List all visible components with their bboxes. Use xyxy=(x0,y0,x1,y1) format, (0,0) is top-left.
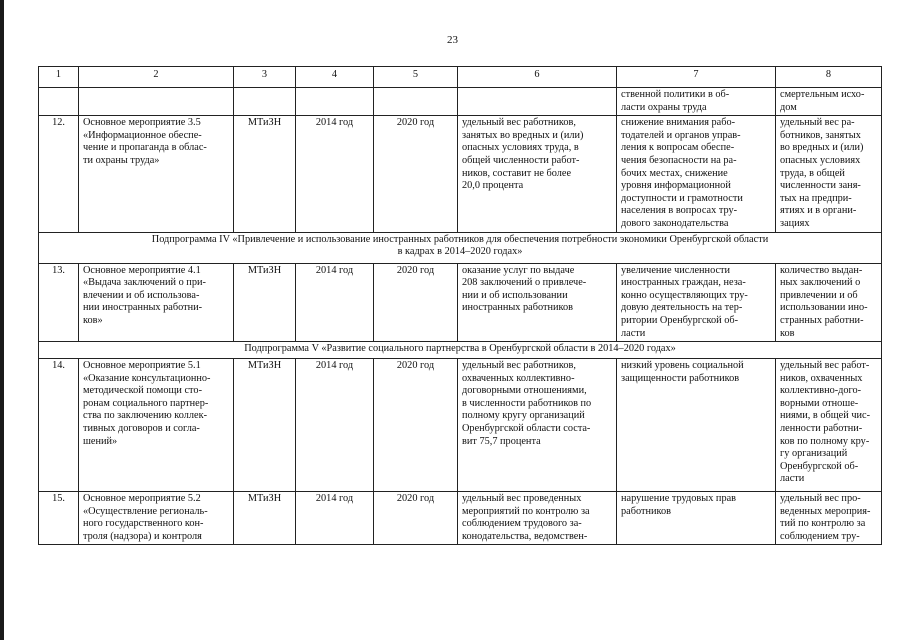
expected-result: оказание услуг по выдаче 208 заключений о привлече- нии и об использовании иностранных работников xyxy=(458,263,617,342)
executor: МТиЗН xyxy=(234,116,296,232)
header-cell: 7 xyxy=(617,67,776,88)
linked-indicator: количество выдан- ных заключений о привлечении и об использовании ино- странных работни- ков xyxy=(776,263,882,342)
row-number: 15. xyxy=(39,492,79,545)
row-number: 13. xyxy=(39,263,79,342)
linked-indicator: удельный вес работ- ников, охваченных коллективно-дого- ворными отноше- ниями, в общей чис- ленности работни- ков по полному кру- гу организаций Оренбургской об- ласти xyxy=(776,359,882,492)
table-row xyxy=(39,492,882,545)
subprogram-row xyxy=(39,232,882,263)
linked-indicator: удельный вес ра- ботников, занятых во вредных и (или) опасных условиях труда, в общей численности заня- тых на предпри- ятиях и в органи- зациях xyxy=(776,116,882,232)
event-name: Основное мероприятие 5.1 «Оказание консультационно- методической помощи сто- ронам социального партнер- ства по заключению коллек- тивных договоров и согла- шений» xyxy=(79,359,234,492)
header-cell: 4 xyxy=(296,67,374,88)
end-year: 2020 год xyxy=(374,116,458,232)
table-row xyxy=(39,116,882,232)
header-cell: 1 xyxy=(39,67,79,88)
linked-indicator: удельный вес про- веденных мероприя- тий по контролю за соблюдением тру- xyxy=(776,492,882,545)
subprogram-title: Подпрограмма V «Развитие социального партнерства в Оренбургской области в 2014–2020 годах» xyxy=(39,342,882,359)
non-implementation-consequence: увеличение численности иностранных граждан, неза- конно осуществляющих тру- довую деятельность на тер- ритории Оренбургской об- ласти xyxy=(617,263,776,342)
non-implementation-consequence: снижение внимания рабо- тодателей и органов управ- ления к вопросам обеспе- чения безопасности на ра- бочих местах, снижение уровня информационной доступности и грамотности населения в вопросах тру- дового законодательства xyxy=(617,116,776,232)
continuation-row xyxy=(39,88,882,116)
continuation-indicator: смертельным исхо- дом xyxy=(776,88,882,116)
page-number: 23 xyxy=(447,34,458,46)
non-implementation-consequence: нарушение трудовых прав работников xyxy=(617,492,776,545)
executor: МТиЗН xyxy=(234,359,296,492)
row-number: 14. xyxy=(39,359,79,492)
subprogram-title: Подпрограмма IV «Привлечение и использование иностранных работников для обеспечения потребности экономики Оренбургской области в кадрах в 2014–2020 годах» xyxy=(39,232,882,263)
start-year: 2014 год xyxy=(296,116,374,232)
subprogram-row xyxy=(39,342,882,359)
table-row xyxy=(39,359,882,492)
expected-result: удельный вес работников, охваченных коллективно- договорными отношениями, в численности работников по полному кругу организаций Оренбургской области состa- вит 75,7 процента xyxy=(458,359,617,492)
row-number: 12. xyxy=(39,116,79,232)
expected-result: удельный вес работников, занятых во вредных и (или) опасных условиях труда, в общей численности работ- ников, составит не более 20,0 процента xyxy=(458,116,617,232)
event-name: Основное мероприятие 5.2 «Осуществление региональ- ного государственного кон- троля (надзора) и контроля xyxy=(79,492,234,545)
header-cell: 3 xyxy=(234,67,296,88)
header-cell: 5 xyxy=(374,67,458,88)
executor: МТиЗН xyxy=(234,492,296,545)
start-year: 2014 год xyxy=(296,492,374,545)
executor: МТиЗН xyxy=(234,263,296,342)
continuation-consequence: ственной политики в об- ласти охраны труда xyxy=(617,88,776,116)
header-cell: 6 xyxy=(458,67,617,88)
page-binding-edge xyxy=(0,0,4,640)
start-year: 2014 год xyxy=(296,359,374,492)
end-year: 2020 год xyxy=(374,359,458,492)
end-year: 2020 год xyxy=(374,263,458,342)
event-name: Основное мероприятие 4.1 «Выдача заключений о при- влечении и об использова- нии иностранных работни- ков» xyxy=(79,263,234,342)
event-name: Основное мероприятие 3.5 «Информационное обеспе- чение и пропаганда в облас- ти охраны труда» xyxy=(79,116,234,232)
program-events-table xyxy=(38,66,882,545)
header-cell: 2 xyxy=(79,67,234,88)
start-year: 2014 год xyxy=(296,263,374,342)
header-cell: 8 xyxy=(776,67,882,88)
header-row xyxy=(39,67,882,88)
non-implementation-consequence: низкий уровень социальной защищенности работников xyxy=(617,359,776,492)
table-row xyxy=(39,263,882,342)
expected-result: удельный вес проведенных мероприятий по контролю за соблюдением трудового за- конодательства, ведомствен- xyxy=(458,492,617,545)
end-year: 2020 год xyxy=(374,492,458,545)
